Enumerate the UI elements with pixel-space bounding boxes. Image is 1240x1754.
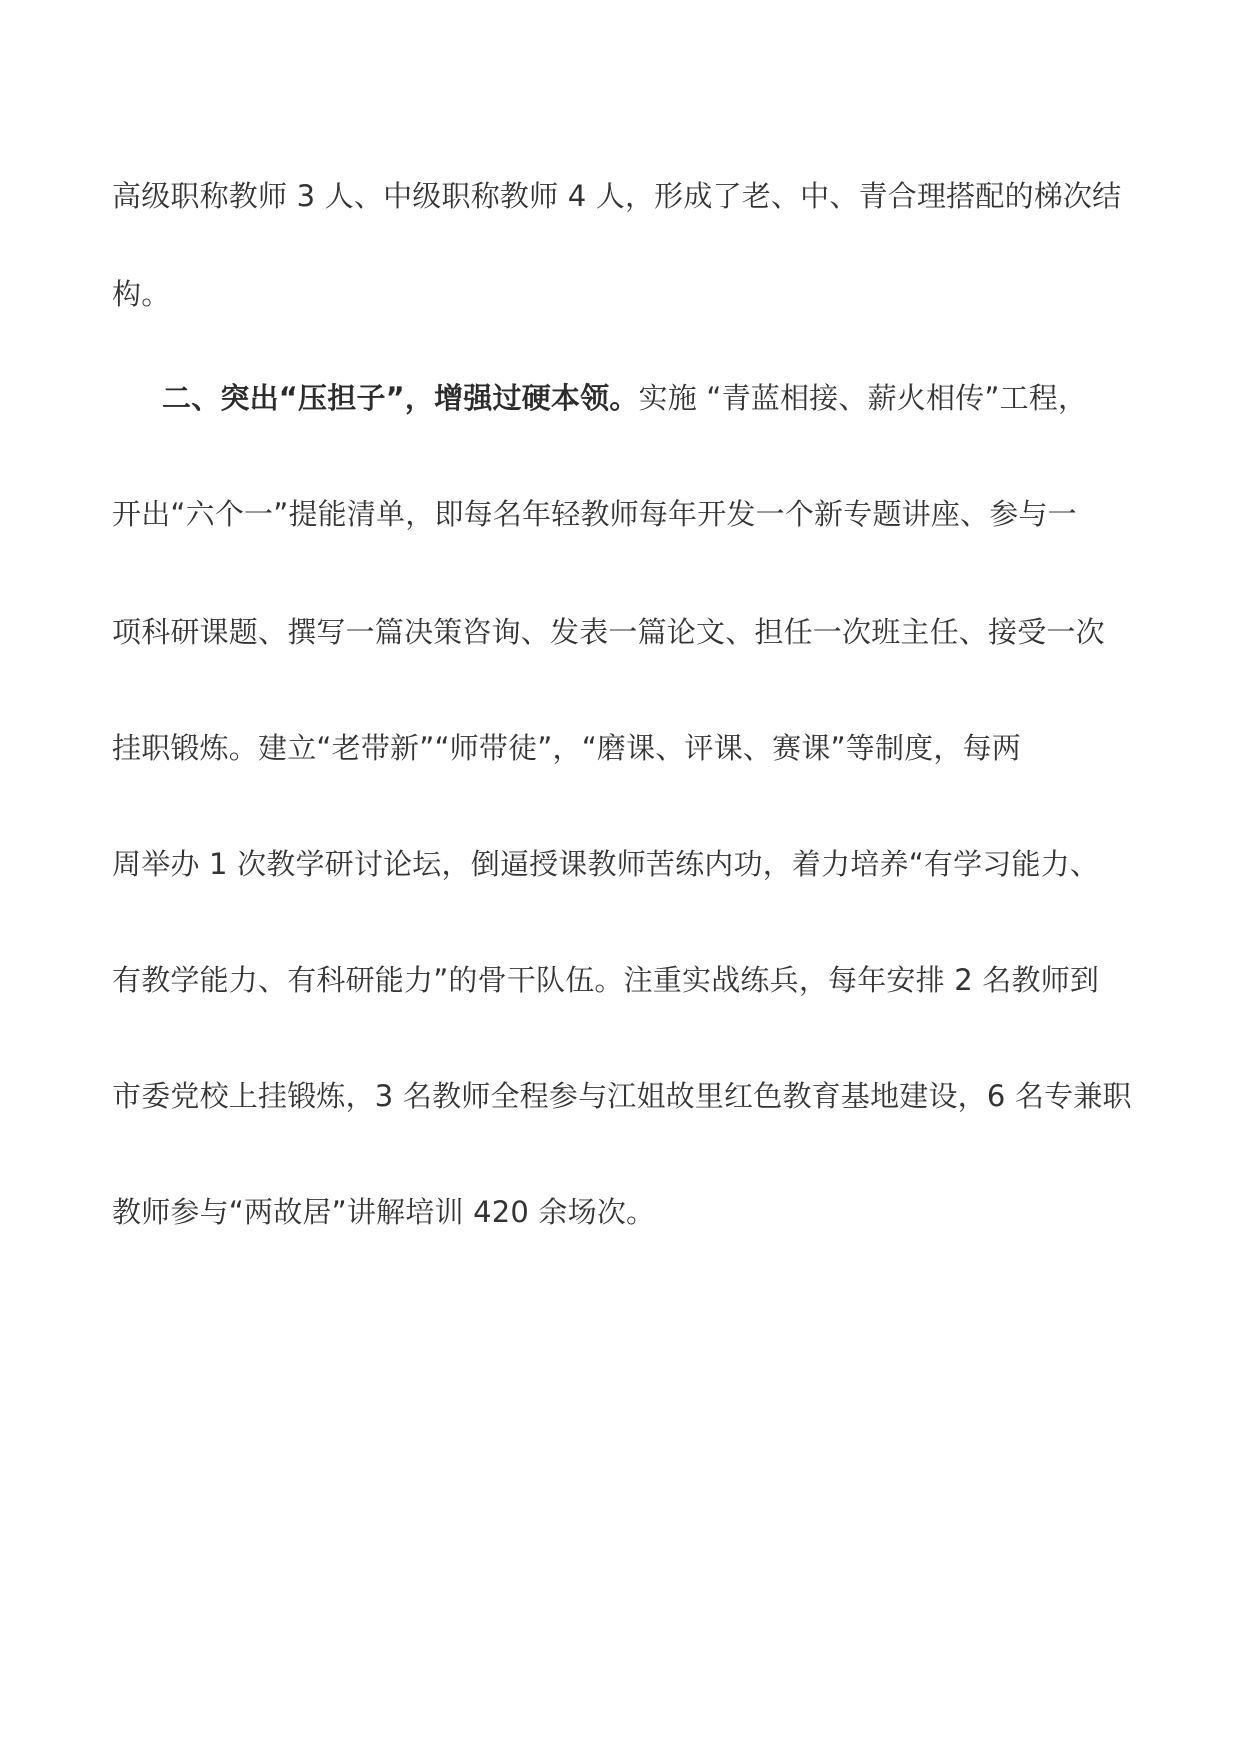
paragraph-line-2: 构。 [112, 277, 171, 311]
paragraph-line-6: 挂职锻炼。建立“老带新”“师带徒”，“磨课、评课、赛课”等制度，每两 [112, 731, 1021, 765]
paragraph-line-1: 高级职称教师 3 人、中级职称教师 4 人，形成了老、中、青合理搭配的梯次结 [112, 179, 1122, 213]
paragraph-line-10: 教师参与“两故居”讲解培训 420 余场次。 [112, 1195, 656, 1229]
paragraph-line-5: 项科研课题、撰写一篇决策咨询、发表一篇论文、担任一次班主任、接受一次 [112, 615, 1105, 649]
section-lead-text: 实施 “青蓝相接、薪火相传”工程， [638, 381, 1088, 415]
paragraph-line-7: 周举办 1 次教学研讨论坛，倒逼授课教师苦练内功，着力培养“有学习能力、 [112, 847, 1100, 881]
paragraph-line-4: 开出“六个一”提能清单，即每名年轻教师每年开发一个新专题讲座、参与一 [112, 497, 1077, 531]
paragraph-line-9: 市委党校上挂锻炼，3 名教师全程参与江姐故里红色教育基地建设，6 名专兼职 [112, 1079, 1132, 1113]
section-heading: 二、突出“压担子”，增强过硬本领。 [162, 381, 639, 415]
paragraph-line-8: 有教学能力、有科研能力”的骨干队伍。注重实战练兵，每年安排 2 名教师到 [112, 963, 1100, 997]
section-first-line [162, 378, 1192, 418]
